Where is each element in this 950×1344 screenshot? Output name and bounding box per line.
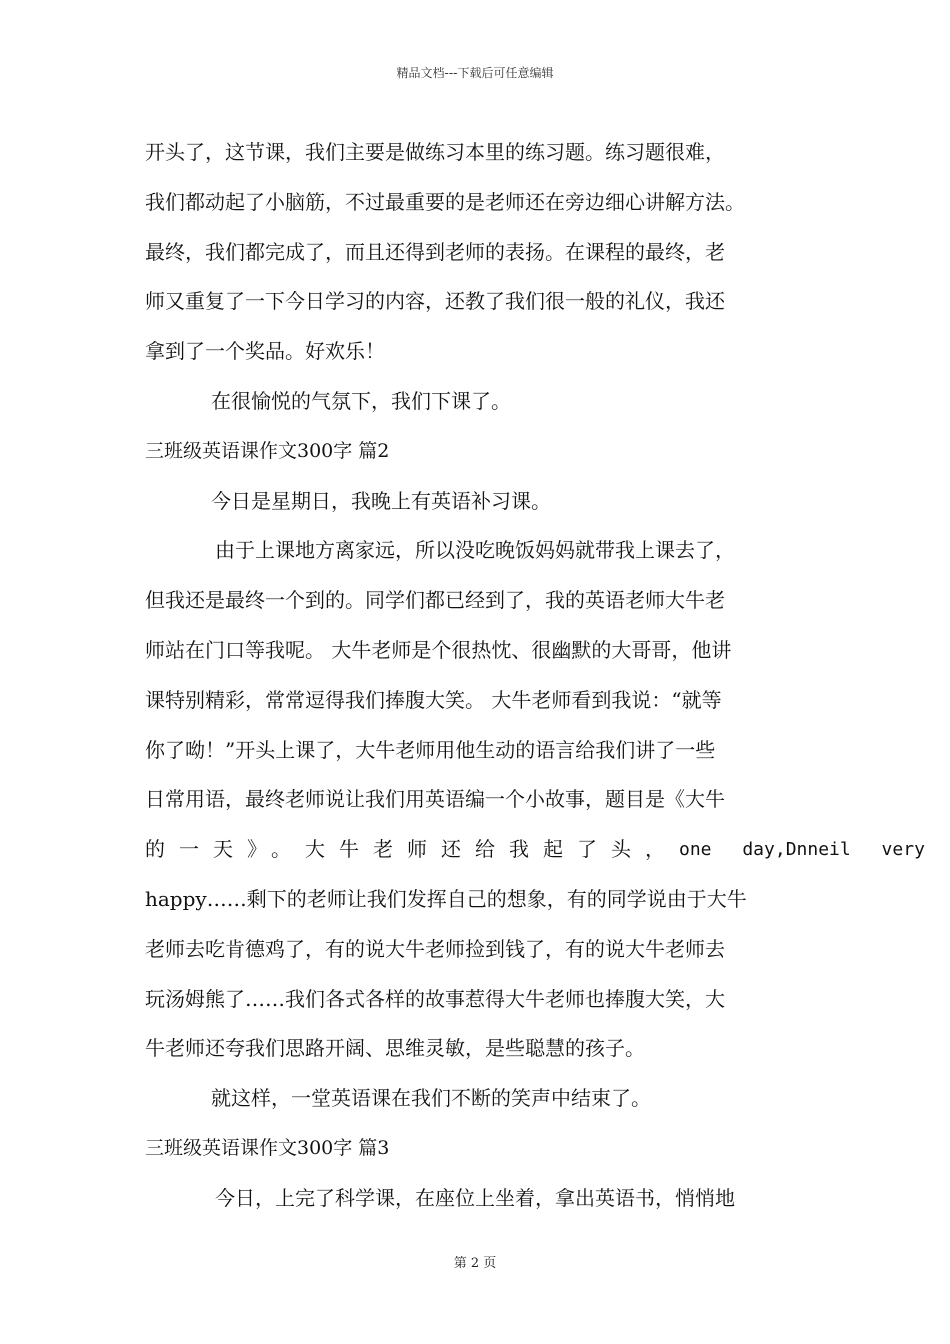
text-line: 由于上课地方离家远，所以没吃晚饭妈妈就带我上课去了， <box>215 538 735 563</box>
text-line: 玩汤姆熊了……我们各式各样的故事惹得大牛老师也捧腹大笑，大 <box>145 986 725 1011</box>
text-line: 在很愉悦的气氛下，我们下课了。 <box>211 388 511 413</box>
text-line: 拿到了一个奖品。好欢乐！ <box>145 339 385 364</box>
text-line: 师站在门口等我呢。 大牛老师是个很热忱、很幽默的大哥哥，他讲 <box>145 637 732 662</box>
text-line: 你了呦！”开头上课了，大牛老师用他生动的语言给我们讲了一些 <box>145 737 716 762</box>
section-heading: 三班级英语课作文300字 篇3 <box>145 1136 390 1159</box>
text-line: 牛老师还夸我们思路开阔、思维灵敏，是些聪慧的孩子。 <box>145 1036 645 1061</box>
page-header: 精品文档---下载后可任意编辑 <box>396 66 554 80</box>
text-line: 师又重复了一下今日学习的内容，还教了我们很一般的礼仪，我还 <box>145 289 725 314</box>
text-line: 今日，上完了科学课，在座位上坐着，拿出英语书，悄悄地 <box>215 1185 735 1210</box>
text-segment: 的一天》。大牛老师还给我起了头， <box>145 837 679 862</box>
document-body <box>145 128 925 1224</box>
text-line: 课特别精彩，常常逗得我们捧腹大笑。 大牛老师看到我说：“就等 <box>145 687 722 712</box>
text-line: 我们都动起了小脑筋，不过最重要的是老师还在旁边细心讲解方法。 <box>145 189 745 214</box>
text-line-mixed <box>145 825 925 875</box>
text-line: happy……剩下的老师让我们发挥自己的想象，有的同学说由于大牛 <box>145 886 747 911</box>
page-number: 第 2 页 <box>453 1256 497 1271</box>
text-line: 开头了，这节课，我们主要是做练习本里的练习题。练习题很难， <box>145 140 725 164</box>
text-segment-english: one day,Dnneil very <box>679 839 925 861</box>
section-heading: 三班级英语课作文300字 篇2 <box>145 439 390 462</box>
text-line: 最终，我们都完成了，而且还得到老师的表扬。在课程的最终，老 <box>145 239 725 264</box>
text-line: 老师去吃肯德鸡了，有的说大牛老师捡到钱了，有的说大牛老师去 <box>145 936 725 961</box>
text-line: 但我还是最终一个到的。同学们都已经到了，我的英语老师大牛老 <box>145 588 725 613</box>
text-line: 今日是星期日，我晚上有英语补习课。 <box>211 488 551 513</box>
text-line: 日常用语，最终老师说让我们用英语编一个小故事，题目是《大牛 <box>145 787 725 812</box>
text-line: 就这样，一堂英语课在我们不断的笑声中结束了。 <box>211 1086 651 1111</box>
